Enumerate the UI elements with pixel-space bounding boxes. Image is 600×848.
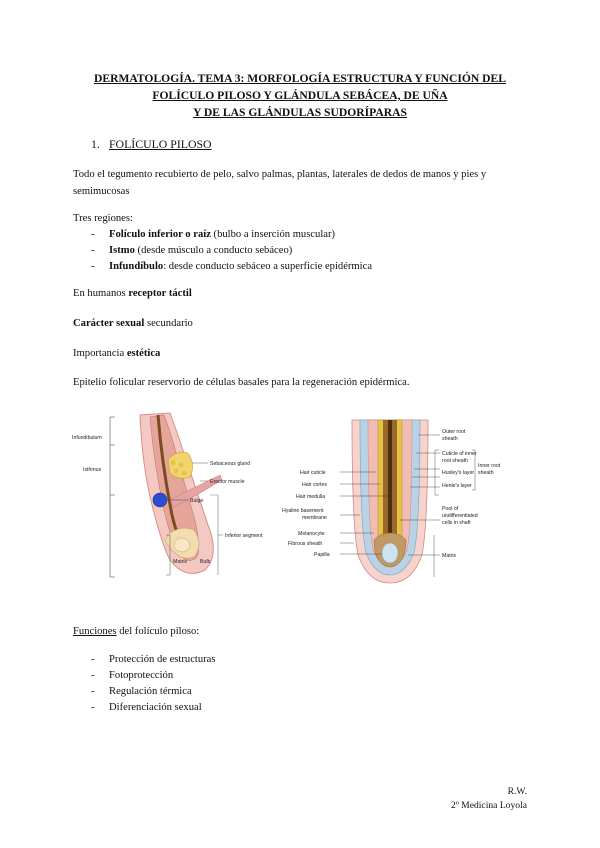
- fact-sexual: Carácter sexual secundario: [73, 318, 193, 329]
- list-item: - Protección de estructuras: [91, 652, 216, 668]
- epitelio-paragraph: Epitelio folicular reservorio de células basales para la regeneración epidérmica.: [73, 377, 410, 388]
- footer: [451, 785, 527, 813]
- list-item: - Diferenciación sexual: [91, 700, 216, 716]
- label-pool-1: Pool of: [442, 506, 459, 512]
- label-papilla: Papilla: [314, 552, 330, 558]
- footer-course: 2º Medicina Loyola: [451, 800, 527, 811]
- label-pool-3: cells in shaft: [442, 520, 471, 526]
- title-line-3: Y DE LAS GLÁNDULAS SUDORÍPARAS: [193, 106, 407, 119]
- label-matrix-right: Matrix: [442, 553, 457, 559]
- label-outer-root-sheath: sheath: [442, 436, 458, 442]
- section-number: 1.: [91, 137, 100, 151]
- title-line-1: DERMATOLOGÍA. TEMA 3: MORFOLOGÍA ESTRUCTURA Y FUNCIÓN DEL: [93, 72, 507, 85]
- label-henle: Henle's layer: [442, 483, 472, 489]
- label-sebaceous-gland: Sebaceous gland: [210, 461, 251, 467]
- label-bulge: Bulge: [190, 498, 204, 504]
- follicle-diagram-left: [72, 413, 263, 577]
- label-infundibulum: Infundibulum: [72, 435, 102, 441]
- label-isthmus: Isthmus: [83, 467, 102, 473]
- regions-list: [91, 227, 372, 275]
- label-membrane: membrane: [302, 515, 327, 521]
- label-bulb: Bulb: [200, 559, 211, 565]
- list-item: - Infundíbulo: desde conducto sebáceo a superficie epidérmica: [91, 259, 372, 275]
- intro-paragraph: Todo el tegumento recubierto de pelo, salvo palmas, plantas, laterales de dedos de manos y pies y semimucosas: [73, 169, 487, 197]
- section-label: FOLÍCULO PILOSO: [109, 137, 212, 151]
- list-item: - Fotoprotección: [91, 668, 216, 684]
- label-matrix-left: Matrix: [173, 559, 188, 565]
- label-huxley: Huxley's layer: [442, 470, 475, 476]
- label-erector-muscle: Erector muscle: [210, 479, 245, 485]
- footer-author: R.W.: [507, 786, 527, 797]
- list-item: - Istmo (desde músculo a conducto sebáceo): [91, 243, 372, 259]
- fact-receptor: En humanos receptor táctil: [73, 288, 192, 299]
- label-hyaline: Hyaline basement: [282, 508, 324, 514]
- title-line-2: FOLÍCULO PILOSO Y GLÁNDULA SEBÁCEA, DE UÑA: [152, 89, 448, 102]
- label-hair-medulla: Hair medulla: [296, 494, 326, 500]
- label-cuticle-inner: Cuticle of inner: [442, 451, 477, 457]
- label-pool-2: undifferentiated: [442, 513, 478, 519]
- label-fibrous-sheath: Fibrous sheath: [288, 541, 323, 547]
- list-item: - Regulación térmica: [91, 684, 216, 700]
- label-inner-root-sheath: sheath: [478, 470, 494, 476]
- label-hair-cuticle: Hair cuticle: [300, 470, 326, 476]
- regions-heading: Tres regiones:: [73, 213, 133, 224]
- list-item: - Folículo inferior o raíz (bulbo a inserción muscular): [91, 227, 372, 243]
- hair-follicle-figure: [70, 405, 510, 590]
- label-inferior-segment: Inferior segment: [225, 533, 263, 539]
- fact-estetica: Importancia estética: [73, 348, 161, 359]
- functions-heading: Funciones del folículo piloso:: [73, 626, 200, 637]
- label-inner-root: Inner root: [478, 463, 501, 469]
- label-outer-root: Outer root: [442, 429, 466, 435]
- page-title: [40, 70, 560, 121]
- section-heading: [91, 137, 212, 152]
- follicle-diagram-right: [282, 420, 501, 583]
- functions-list: [91, 652, 216, 716]
- label-melanocyte: Melanocyte: [298, 531, 325, 537]
- label-root-sheath: root sheath: [442, 458, 468, 464]
- label-hair-cortex: Hair cortex: [302, 482, 328, 488]
